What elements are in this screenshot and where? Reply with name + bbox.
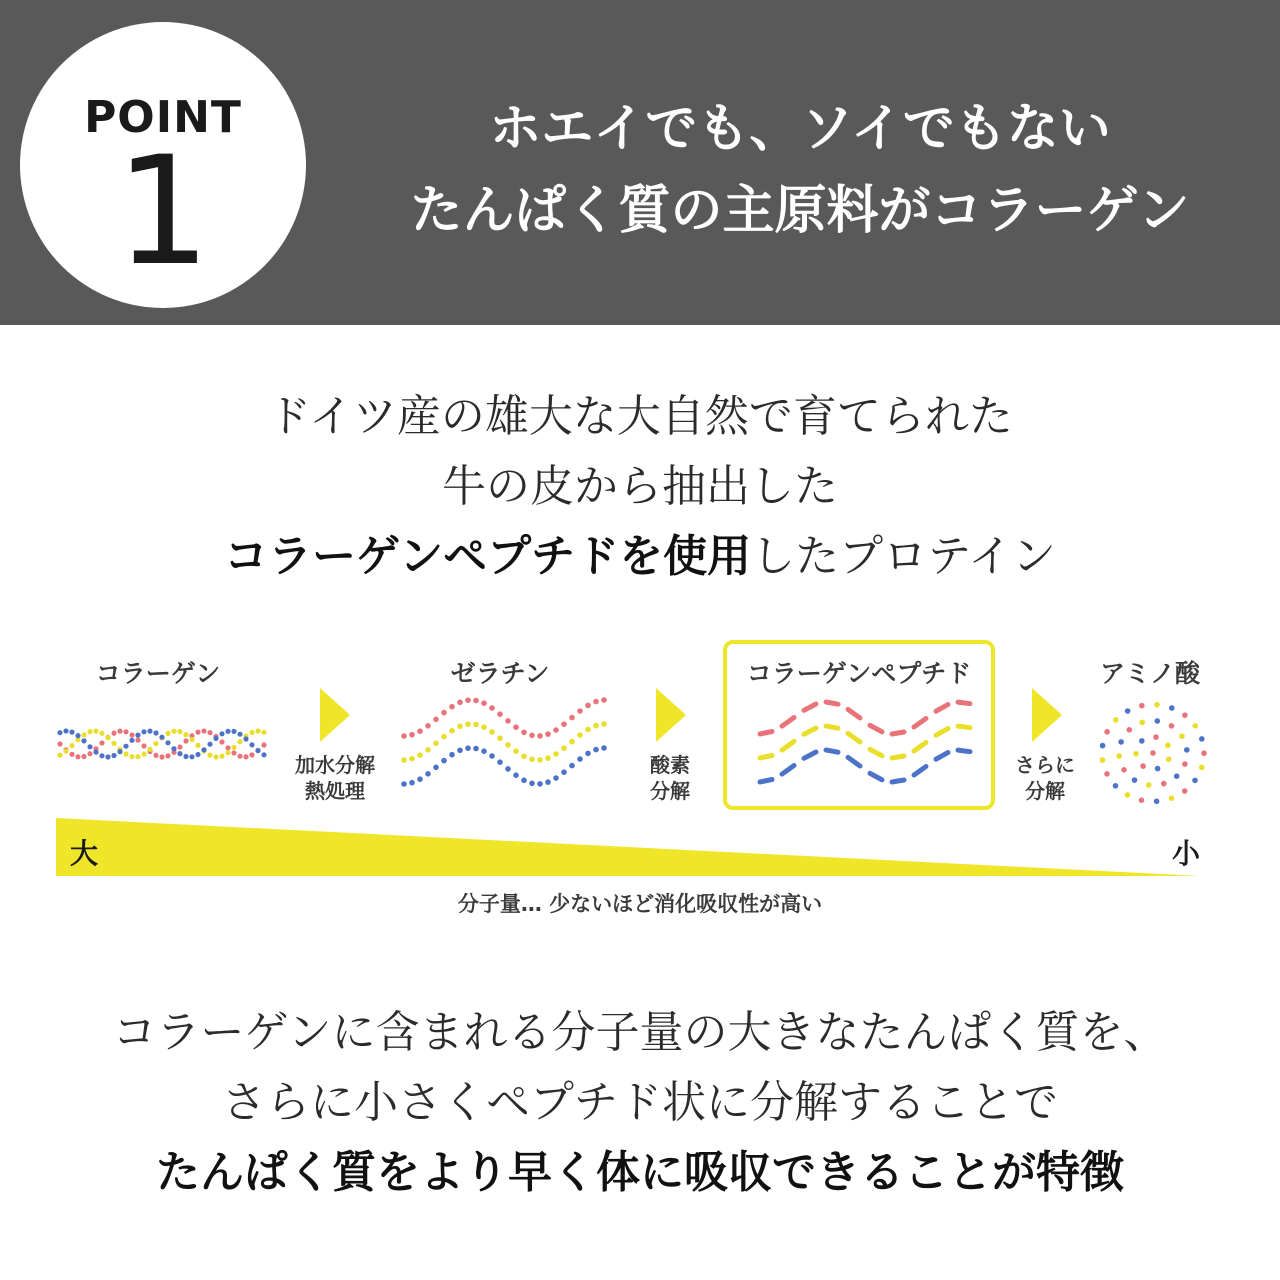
scale-small-label: 小 [1172, 837, 1201, 870]
headline [330, 88, 1270, 252]
point-badge [20, 22, 306, 308]
amino-acid-cluster-icon [1100, 702, 1207, 804]
gelatin-wave-icon [401, 697, 607, 787]
stage-title-gelatin: ゼラチン [450, 659, 550, 688]
collagen-helix-icon [57, 728, 266, 759]
summary-line2: さらに小さくペプチド状に分解することで [222, 1077, 1058, 1128]
badge-number: 1 [115, 125, 211, 299]
molecular-weight-bar [56, 818, 1200, 878]
stage-title-collagen: コラーゲン [95, 659, 221, 688]
intro-text [0, 382, 1280, 592]
molecule-illustrations [20, 610, 1260, 930]
headline-line2: たんぱく質の主原料がコラーゲン [410, 181, 1190, 241]
headline-line1: ホエイでも、ソイでもない [489, 99, 1111, 159]
step-label-further: さらに 分解 [1015, 753, 1075, 803]
intro-line1: ドイツ産の雄大な大自然で育てられた [267, 391, 1013, 442]
intro-line2: 牛の皮から抽出した [442, 461, 838, 512]
step-label-hydrolysis: 加水分解 熱処理 [295, 753, 375, 803]
intro-line3-rest: したプロテイン [751, 531, 1057, 582]
stage-title-collagen-peptide: コラーゲンペプチド [746, 659, 972, 688]
peptide-dash-icon [760, 702, 970, 782]
summary-line1: コラーゲンに含まれる分子量の大きなたんぱく質を、 [112, 1007, 1168, 1058]
molecular-size-diagram [20, 610, 1260, 930]
summary-text [0, 998, 1280, 1208]
header-band [0, 0, 1280, 325]
intro-line3-bold: コラーゲンペプチドを使用 [223, 531, 752, 582]
badge-label: POINT [84, 92, 242, 143]
summary-line3: たんぱく質をより早く体に吸収できることが特徴 [156, 1147, 1124, 1198]
step-label-enzyme: 酸素 分解 [650, 753, 690, 803]
stage-title-amino-acid: アミノ酸 [1099, 659, 1200, 688]
diagram-caption: 分子量… 少ないほど消化吸収性が高い [457, 892, 823, 916]
scale-large-label: 大 [70, 837, 99, 870]
intro-line3 [0, 522, 1280, 592]
